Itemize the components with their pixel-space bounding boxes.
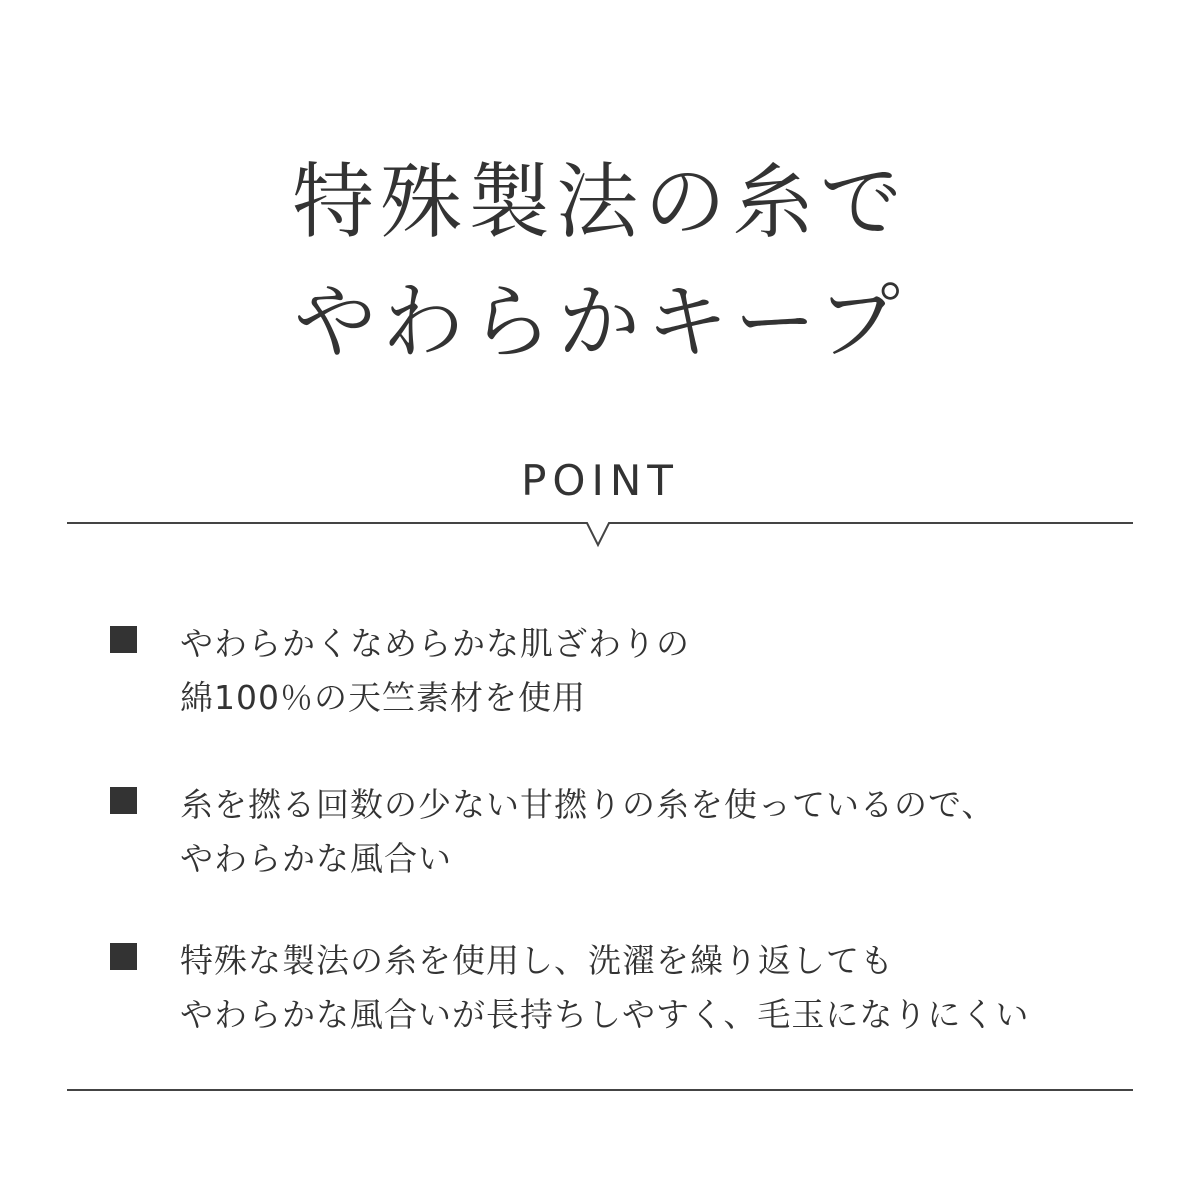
point-section-label: POINT [521, 456, 679, 505]
headline-line-1: 特殊製法の糸で [291, 155, 908, 250]
point-text-line: 綿100％の天竺素材を使用 [180, 678, 586, 717]
headline-line-2: やわらかキープ [294, 275, 906, 370]
point-text-line: やわらかくなめらかな肌ざわりの [180, 624, 690, 663]
point-text-line: やわらかな風合い [180, 839, 452, 878]
point-text-line: 特殊な製法の糸を使用し、洗濯を繰り返しても [180, 941, 894, 980]
square-bullet-icon [110, 943, 137, 970]
point-text [180, 778, 1160, 886]
point-text [180, 934, 1160, 1042]
point-text [180, 617, 1160, 725]
bottom-divider [67, 1089, 1133, 1091]
point-text-line: やわらかな風合いが長持ちしやすく、毛玉になりにくい [180, 995, 1030, 1034]
point-text-line: 糸を撚る回数の少ない甘撚りの糸を使っているので、 [180, 785, 996, 824]
square-bullet-icon [110, 787, 137, 814]
square-bullet-icon [110, 626, 137, 653]
